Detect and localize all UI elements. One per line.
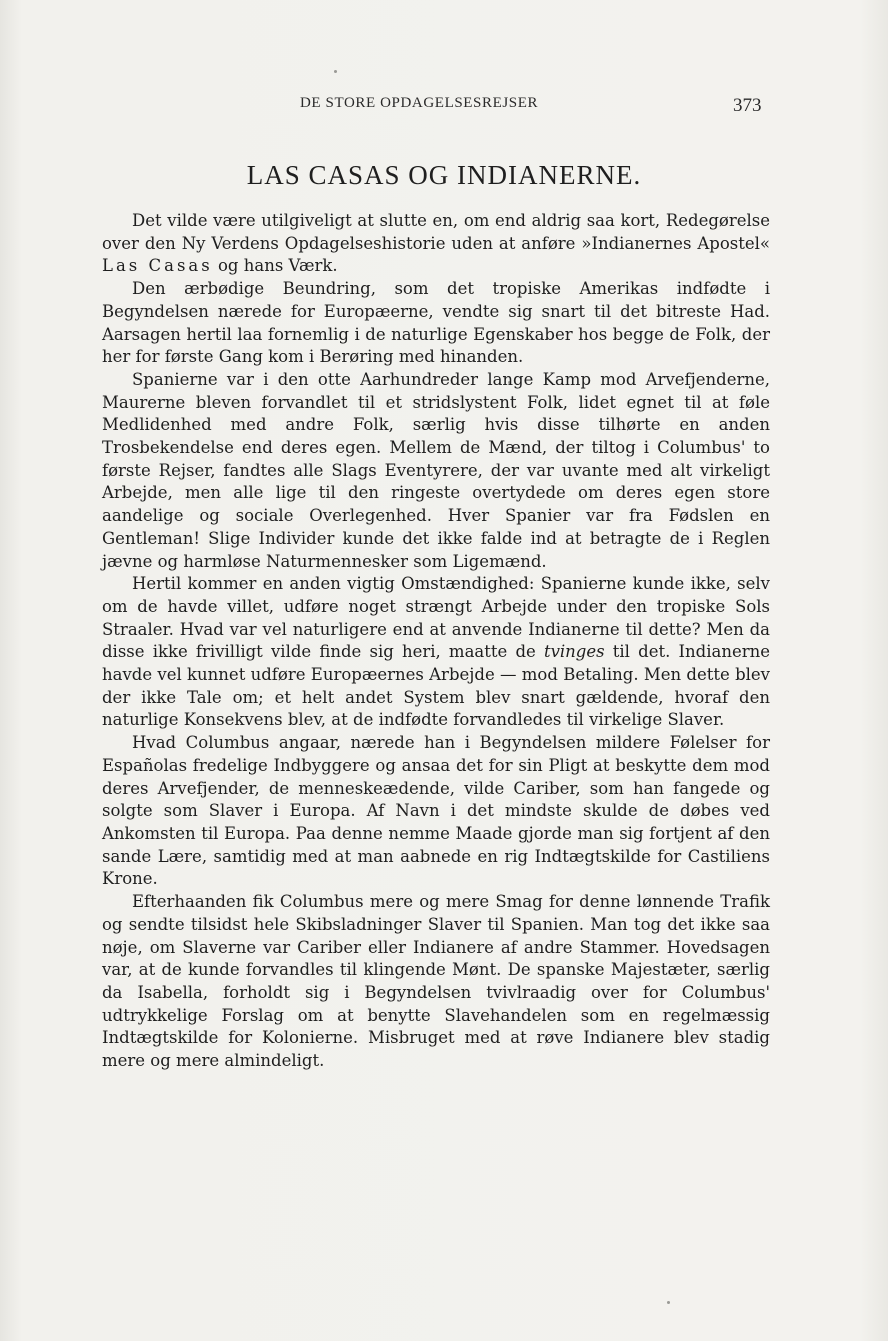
paragraph-6: Efterhaanden fik Columbus mere og mere Smag for denne lønnende Trafik og sendte tilsidst hele Skibsladninger Slaver til Spanien. Man tog det ikke saa nøje, om Slaverne var Cariber eller Indianere af andre Stammer. Hovedsagen var, at de kunde forvandles til klingende Mønt. De spanske Majestæter, særlig da Isabella, forholdt sig i Begyndelsen tvivlraadig over for Columbus' udtrykkelige Forslag om at benytte Slavehandelen som en regelmæssig Indtægtskilde for Kolonierne. Misbruget med at røve Indianere blev stadig mere og mere almindeligt. (102, 892, 770, 1071)
running-head: DE STORE OPDAGELSESREJSER (300, 95, 539, 111)
paper-speck (334, 70, 337, 73)
paragraph-5: Hvad Columbus angaar, nærede han i Begyndelsen mildere Følelser for Españolas fredelige Indbyggere og ansaa det for sin Pligt at beskytte dem mod deres Arvefjender, de menneskeædende, vilde Cariber, som han fangede og solgte som Slaver i Europa. Af Navn i det mindste skulde de døbes ved Ankomsten til Europa. Paa denne nemme Maade gjorde man sig fortjent af den sande Lære, samtidig med at man aabnede en rig Indtægtskilde for Castiliens Krone. (102, 733, 770, 889)
paragraph-2: Den ærbødige Beundring, som det tropiske Amerikas indfødte i Begyndelsen nærede for Europæerne, vendte sig snart til det bitreste Had. Aarsagen hertil laa fornemlig i de naturlige Egenskaber hos begge de Folk, der her for første Gang kom i Berøring med hinanden. (102, 279, 770, 367)
paragraph-text: til det. Indianerne havde vel kunnet udføre Europæernes Arbejde — mod Betaling. Men dette blev der ikke Tale om; et helt andet System blev snart gældende, hvoraf den naturlige Konsekvens blev, at de indfødte forvandledes til virkelige Slaver. (102, 642, 770, 730)
paragraph-text: og hans Værk. (212, 256, 338, 276)
chapter-title: LAS CASAS OG INDIANERNE. (246, 160, 642, 190)
paragraph-1 (102, 210, 770, 278)
paragraph-text: Det vilde være utilgiveligt at slutte en, om end aldrig saa kort, Redegørelse over den Ny Verdens Opdagelseshistorie uden at anføre »Indianernes Apostel« (102, 211, 770, 253)
page-number: 373 (733, 95, 762, 116)
paper-speck (667, 1301, 670, 1304)
spaced-name: Las Casas (102, 256, 213, 276)
italic-word: tvinges (543, 642, 605, 662)
paragraph-4 (102, 573, 770, 732)
paragraph-text: Hertil kommer en anden vigtig Omstændighed: Spanierne kunde ikke, selv om de havde villet, udføre noget strængt Arbejde under den tropiske Sols Straaler. Hvad var vel naturligere end at anvende Indianerne til dette? Men da disse ikke frivilligt vilde finde sig heri, maatte de (102, 574, 770, 662)
paragraph-3: Spanierne var i den otte Aarhundreder lange Kamp mod Arvefjenderne, Maurerne bleven forvandlet til et stridslystent Folk, lidet egnet til at føle Medlidenhed med andre Folk, særlig hvis disse tilhørte en anden Trosbekendelse end deres egen. Mellem de Mænd, der tiltog i Columbus' to første Rejser, fandtes alle Slags Eventyrere, der var uvante med alt virkeligt Arbejde, men alle lige til den ringeste overtydede om deres egen store aandelige og sociale Overlegenhed. Hver Spanier var fra Fødslen en Gentleman! Slige Individer kunde det ikke falde ind at betragte de i Reglen jævne og harmløse Naturmennesker som Ligemænd. (102, 369, 770, 571)
body-text (102, 210, 770, 1073)
